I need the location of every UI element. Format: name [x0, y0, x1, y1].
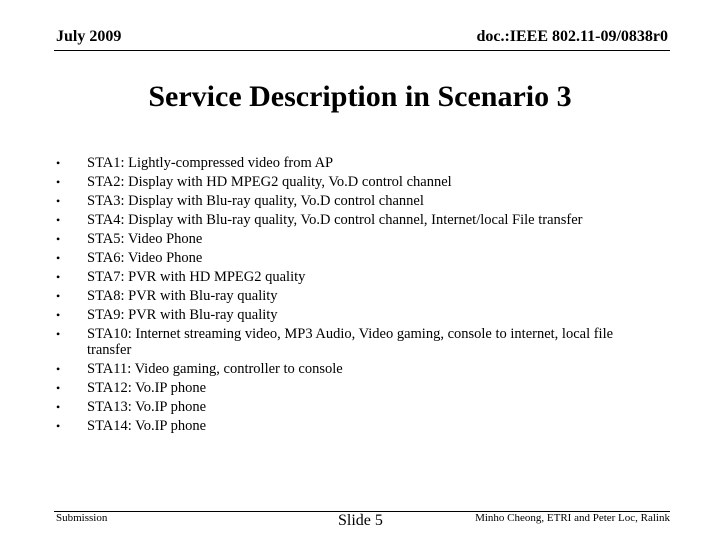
bullet-dot-icon: • [56, 175, 61, 189]
slide-title: Service Description in Scenario 3 [148, 80, 572, 113]
footer-submission: Submission [56, 512, 108, 524]
bullet-item [56, 326, 656, 358]
bullet-text: STA9: PVR with Blu-ray quality [87, 307, 278, 323]
bullet-dot-icon: • [56, 156, 61, 170]
bullet-text: STA10: Internet streaming video, MP3 Audio, Video gaming, console to internet, local file transfer [87, 326, 614, 358]
bullet-dot-icon: • [56, 289, 61, 303]
bullet-text: STA2: Display with HD MPEG2 quality, Vo.D control channel [87, 174, 452, 190]
header-date: July 2009 [56, 28, 122, 45]
bullet-dot-icon: • [56, 381, 61, 395]
footer-authors: Minho Cheong, ETRI and Peter Loc, Ralink [475, 512, 670, 524]
bullet-item [56, 212, 656, 228]
bullet-dot-icon: • [56, 194, 61, 208]
bullet-text: STA1: Lightly-compressed video from AP [87, 155, 334, 171]
bullet-list [56, 155, 656, 437]
bullet-text: STA5: Video Phone [87, 231, 203, 247]
slide-number: Slide 5 [338, 512, 383, 529]
bullet-item [56, 269, 656, 285]
bullet-item [56, 174, 656, 190]
header-doc-id: doc.:IEEE 802.11-09/0838r0 [476, 28, 668, 45]
bullet-item [56, 380, 656, 396]
bullet-dot-icon: • [56, 232, 61, 246]
bullet-dot-icon: • [56, 270, 61, 284]
bullet-text: STA7: PVR with HD MPEG2 quality [87, 269, 306, 285]
bullet-item [56, 231, 656, 247]
bullet-text: STA3: Display with Blu-ray quality, Vo.D control channel [87, 193, 424, 209]
bullet-item [56, 399, 656, 415]
bullet-text: STA11: Video gaming, controller to console [87, 361, 343, 377]
bullet-text: STA4: Display with Blu-ray quality, Vo.D control channel, Internet/local File transfer [87, 212, 583, 228]
bullet-text: STA13: Vo.IP phone [87, 399, 207, 415]
bullet-text: STA8: PVR with Blu-ray quality [87, 288, 278, 304]
bullet-item [56, 418, 656, 434]
bullet-item [56, 193, 656, 209]
bullet-item [56, 288, 656, 304]
bullet-text: STA6: Video Phone [87, 250, 203, 266]
bullet-item [56, 307, 656, 323]
bullet-dot-icon: • [56, 362, 61, 376]
bullet-dot-icon: • [56, 251, 61, 265]
bullet-item [56, 361, 656, 377]
bullet-text: STA14: Vo.IP phone [87, 418, 207, 434]
bullet-item [56, 155, 656, 171]
bullet-dot-icon: • [56, 327, 61, 341]
bullet-text: STA12: Vo.IP phone [87, 380, 207, 396]
bullet-item [56, 250, 656, 266]
bullet-dot-icon: • [56, 213, 61, 227]
bullet-dot-icon: • [56, 419, 61, 433]
bullet-dot-icon: • [56, 400, 61, 414]
header-divider [54, 50, 670, 51]
bullet-dot-icon: • [56, 308, 61, 322]
